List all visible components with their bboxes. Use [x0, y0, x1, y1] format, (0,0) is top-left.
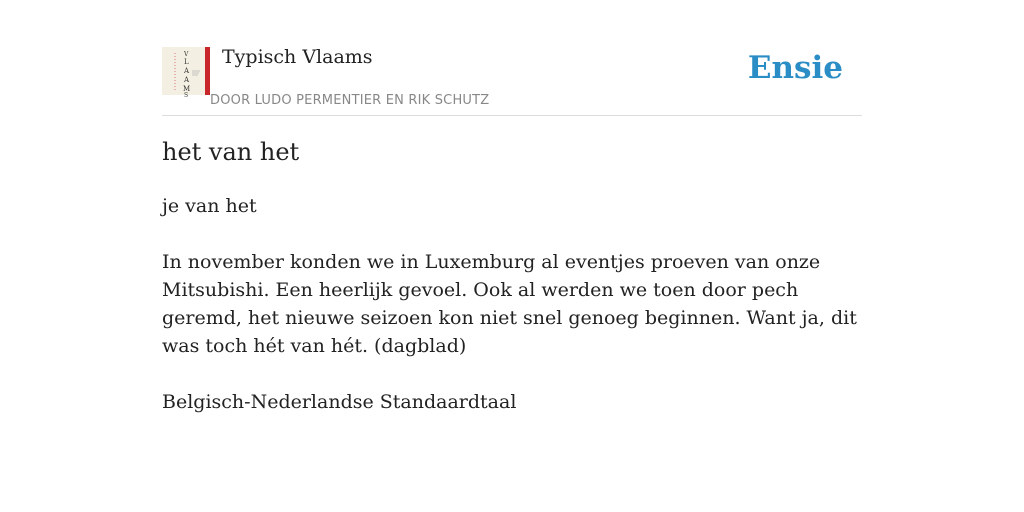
- entry-register: Belgisch-Nederlandse Standaardtaal: [162, 391, 517, 413]
- svg-text:A: A: [184, 76, 190, 84]
- svg-text:A: A: [184, 67, 190, 75]
- svg-text:V: V: [184, 51, 189, 58]
- entry-title: het van het: [162, 138, 300, 166]
- svg-text:L: L: [184, 58, 189, 66]
- ensie-logo-link[interactable]: Ensie: [747, 50, 843, 86]
- svg-text:M: M: [183, 85, 191, 93]
- page: [162, 0, 862, 413]
- svg-text:S: S: [184, 92, 189, 99]
- book-cover-logo[interactable]: [162, 47, 210, 99]
- source-header: [162, 0, 862, 116]
- entry-example: In november konden we in Luxemburg al eventjes proeven van onze Mitsubishi. Een heerlijk gevoel. Ook al werden we toen door pech geremd, het nieuwe seizoen kon niet snel genoeg beginnen. Want ja, dit was toch hét van hét. (dagblad): [162, 251, 857, 357]
- entry-definition: [162, 192, 862, 444]
- book-cover-icon: [162, 47, 210, 99]
- source-authors: DOOR LUDO PERMENTIER EN RIK SCHUTZ: [210, 93, 490, 108]
- entry-meaning: je van het: [162, 195, 257, 217]
- source-title-link[interactable]: Typisch Vlaams: [222, 46, 373, 68]
